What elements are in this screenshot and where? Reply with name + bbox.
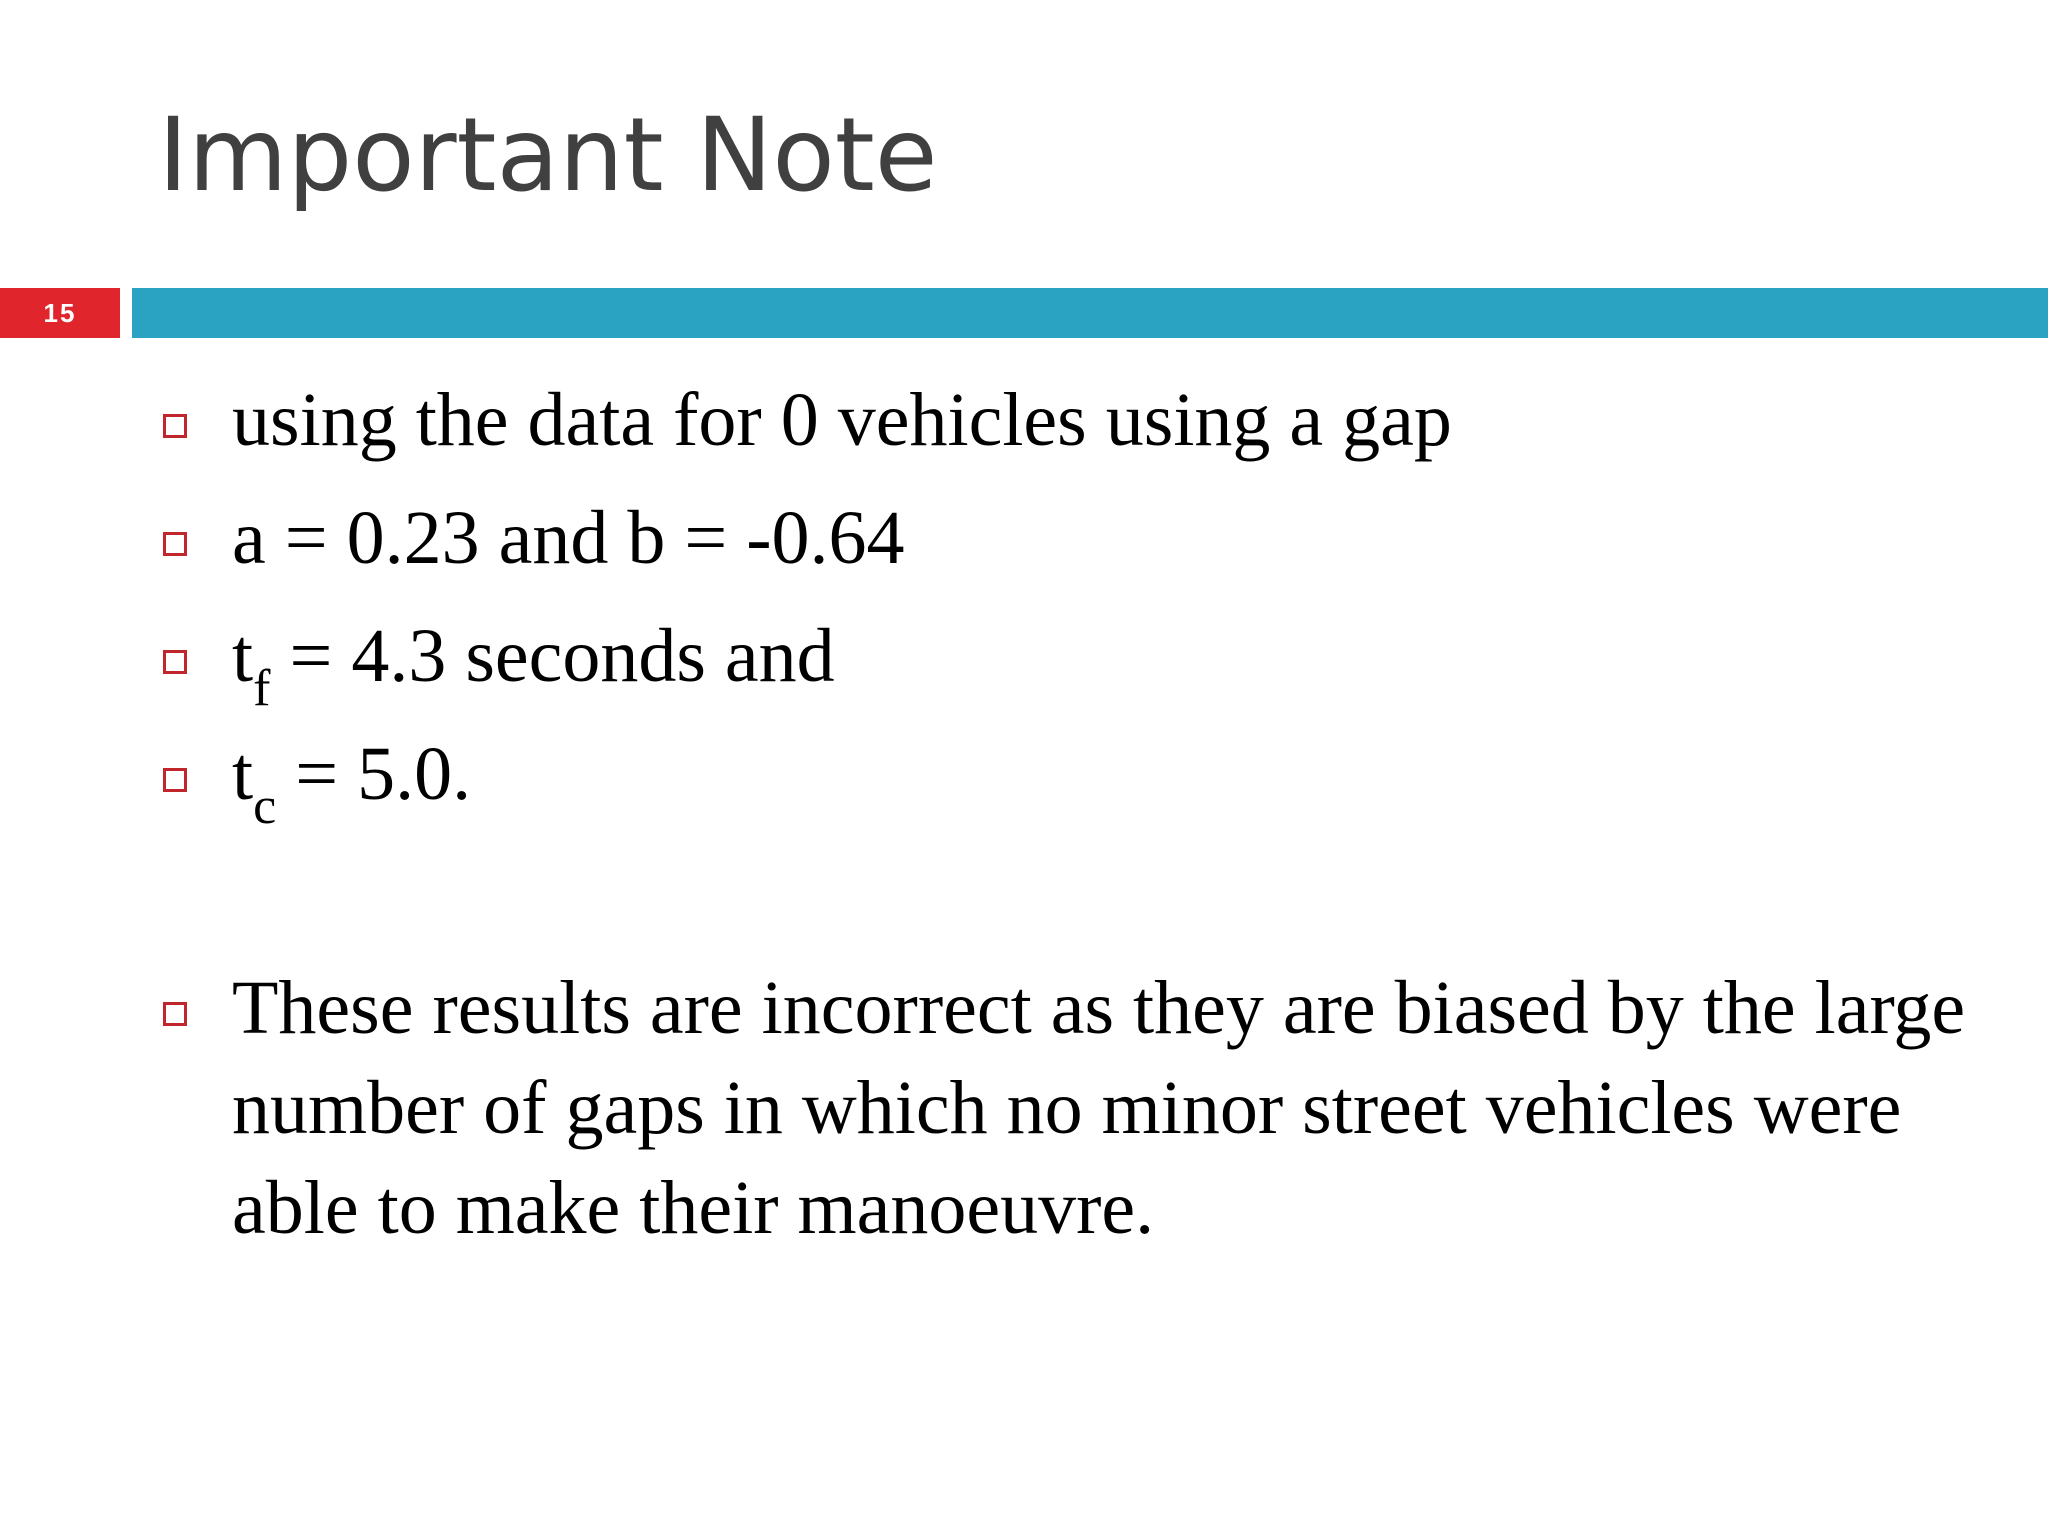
hollow-square-icon — [163, 532, 187, 556]
bullet-text: a = 0.23 and b = -0.64 — [232, 496, 905, 580]
bullet-item-data-source — [160, 370, 1990, 488]
bullet-list — [160, 370, 1990, 1258]
bullet-text: = 5.0. — [276, 732, 472, 816]
variable-base: t — [232, 614, 254, 698]
bullet-item-conclusion — [160, 958, 1990, 1258]
bullet-item-follow-up-time — [160, 606, 1990, 724]
slide-number: 15 — [0, 288, 120, 338]
hollow-square-icon — [163, 414, 187, 438]
bullet-item-coefficients — [160, 488, 1990, 606]
hollow-square-icon — [163, 650, 187, 674]
variable-base: t — [232, 732, 254, 816]
bullet-text: = 4.3 seconds and — [270, 614, 835, 698]
accent-bar — [132, 288, 2048, 338]
bullet-item-critical-gap — [160, 724, 1990, 842]
variable-subscript: c — [253, 778, 277, 835]
bullet-text: These results are incorrect as they are biased by the large number of gaps in which no minor street vehicles were able to make their manoeuvre. — [232, 966, 1966, 1250]
bullet-text: using the data for 0 vehicles using a gap — [232, 378, 1452, 462]
hollow-square-icon — [163, 768, 187, 792]
slide-title: Important Note — [158, 96, 938, 215]
variable-subscript: f — [253, 660, 271, 717]
hollow-square-icon — [163, 1002, 187, 1026]
